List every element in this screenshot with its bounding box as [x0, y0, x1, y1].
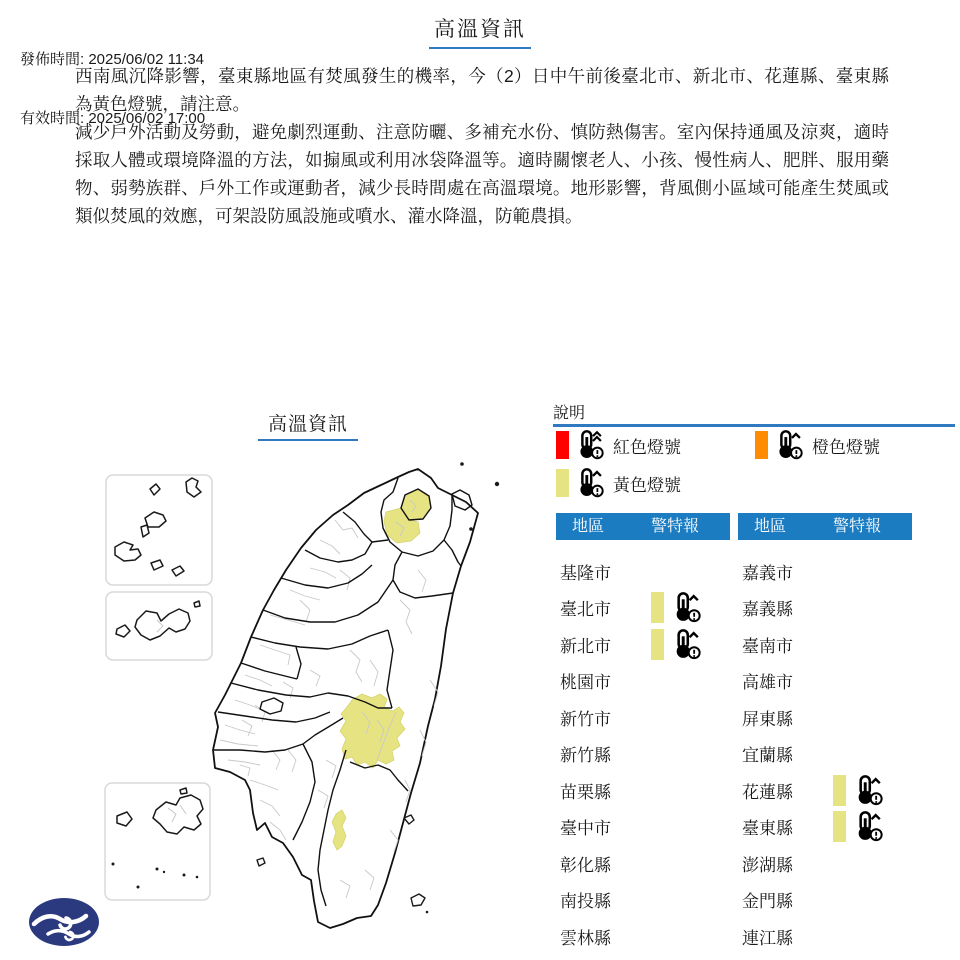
region-name: 嘉義市	[742, 563, 793, 583]
issued-time: 發佈時間: 2025/06/02 11:34	[20, 51, 204, 68]
legend-title: 說明	[553, 405, 586, 422]
region-name: 臺東縣	[742, 819, 793, 838]
region-name: 新竹市	[560, 709, 611, 729]
advisory-text	[75, 62, 889, 230]
yellow-swatch	[651, 629, 664, 660]
region-name: 臺南市	[742, 636, 793, 656]
region-name: 新北市	[560, 636, 611, 656]
taiwan-warning-map	[100, 450, 540, 960]
thermometer-red-icon	[574, 430, 604, 460]
yellow-signal-indicator	[833, 774, 883, 806]
legend-divider	[553, 424, 955, 427]
legend-item-yellow	[556, 468, 681, 498]
table-row	[738, 772, 912, 808]
thermometer-icon	[852, 775, 883, 806]
yellow-swatch	[651, 592, 664, 623]
table-row	[738, 590, 912, 626]
yellow-swatch	[833, 811, 846, 842]
region-name: 桃園市	[560, 673, 611, 692]
advisory-paragraph-1: 西南風沉降影響，臺東縣地區有焚風發生的機率，今（2）日中午前後臺北市、新北市、花蓮縣、臺東縣為黃色燈號，請注意。	[75, 66, 889, 114]
warning-table-left	[556, 513, 730, 960]
effective-time: 有效時間: 2025/06/02 17:00	[20, 109, 206, 127]
yellow-signal-indicator	[651, 628, 701, 660]
legend-label: 黃色燈號	[613, 475, 681, 495]
yellow-swatch	[556, 469, 569, 497]
table-row	[738, 553, 912, 589]
map-title: 高溫資訊	[258, 409, 358, 441]
orange-swatch	[755, 431, 768, 459]
region-name: 基隆市	[560, 563, 611, 583]
region-name: 雲林縣	[560, 928, 611, 948]
region-name: 嘉義縣	[742, 600, 793, 619]
column-header-region: 地區	[572, 518, 605, 535]
thermometer-orange-icon	[773, 430, 803, 460]
thermometer-yellow-icon	[574, 468, 604, 498]
table-row	[556, 845, 730, 881]
column-header-warning: 警特報	[651, 518, 700, 535]
region-name: 南投縣	[560, 892, 611, 911]
region-name: 臺中市	[560, 819, 611, 838]
table-row	[738, 845, 912, 881]
thermometer-icon	[670, 592, 701, 623]
table-row	[556, 809, 730, 845]
column-header-region: 地區	[754, 518, 787, 535]
yellow-signal-indicator	[833, 811, 883, 843]
table-row	[738, 626, 912, 662]
table-row	[738, 809, 912, 845]
table-header	[556, 513, 730, 540]
region-name: 連江縣	[742, 928, 793, 948]
yellow-swatch	[833, 775, 846, 806]
region-name: 高雄市	[742, 673, 793, 692]
taiwan-outline	[213, 469, 478, 928]
region-name: 臺北市	[560, 600, 611, 619]
table-row	[556, 699, 730, 735]
region-name: 宜蘭縣	[742, 746, 793, 765]
table-row	[738, 918, 912, 954]
table-row	[556, 663, 730, 699]
table-row	[556, 626, 730, 662]
region-name: 彰化縣	[560, 855, 611, 875]
page-title: 高溫資訊	[429, 13, 531, 49]
region-name: 新竹縣	[560, 746, 611, 765]
red-swatch	[556, 431, 569, 459]
table-row	[738, 699, 912, 735]
column-header-warning: 警特報	[833, 518, 882, 535]
table-header	[738, 513, 912, 540]
table-row	[556, 590, 730, 626]
table-row	[738, 736, 912, 772]
region-name: 屏東縣	[742, 709, 793, 729]
table-row	[556, 553, 730, 589]
table-row	[556, 882, 730, 918]
inset-boxes	[105, 475, 212, 900]
legend-item-red	[556, 430, 681, 460]
legend-label: 紅色燈號	[613, 437, 681, 457]
legend-item-orange	[755, 430, 880, 460]
advisory-paragraph-2: 減少戶外活動及勞動，避免劇烈運動、注意防曬、多補充水份、慎防熱傷害。室內保持通風及涼爽，適時採取人體或環境降溫的方法，如搧風或利用冰袋降溫等。適時關懷老人、小孩、慢性病人、肥胖、服用藥物、弱勢族群、戶外工作或運動者，減少長時間處在高溫環境。地形影響，背風側小區域可能產生焚風或類似焚風的效應，可架設防風設施或噴水、灌水降溫，防範農損。	[75, 122, 889, 226]
region-name: 苗栗縣	[560, 782, 611, 802]
region-name: 花蓮縣	[742, 782, 793, 802]
table-row	[556, 772, 730, 808]
table-row	[738, 882, 912, 918]
thermometer-icon	[852, 811, 883, 842]
thermometer-icon	[670, 629, 701, 660]
warning-table-right	[738, 513, 912, 960]
legend-label: 橙色燈號	[812, 437, 880, 457]
table-row	[556, 736, 730, 772]
yellow-signal-indicator	[651, 592, 701, 624]
region-name: 金門縣	[742, 892, 793, 911]
table-row	[556, 918, 730, 954]
cwa-logo	[28, 897, 100, 947]
table-row	[738, 663, 912, 699]
region-name: 澎湖縣	[742, 855, 793, 875]
